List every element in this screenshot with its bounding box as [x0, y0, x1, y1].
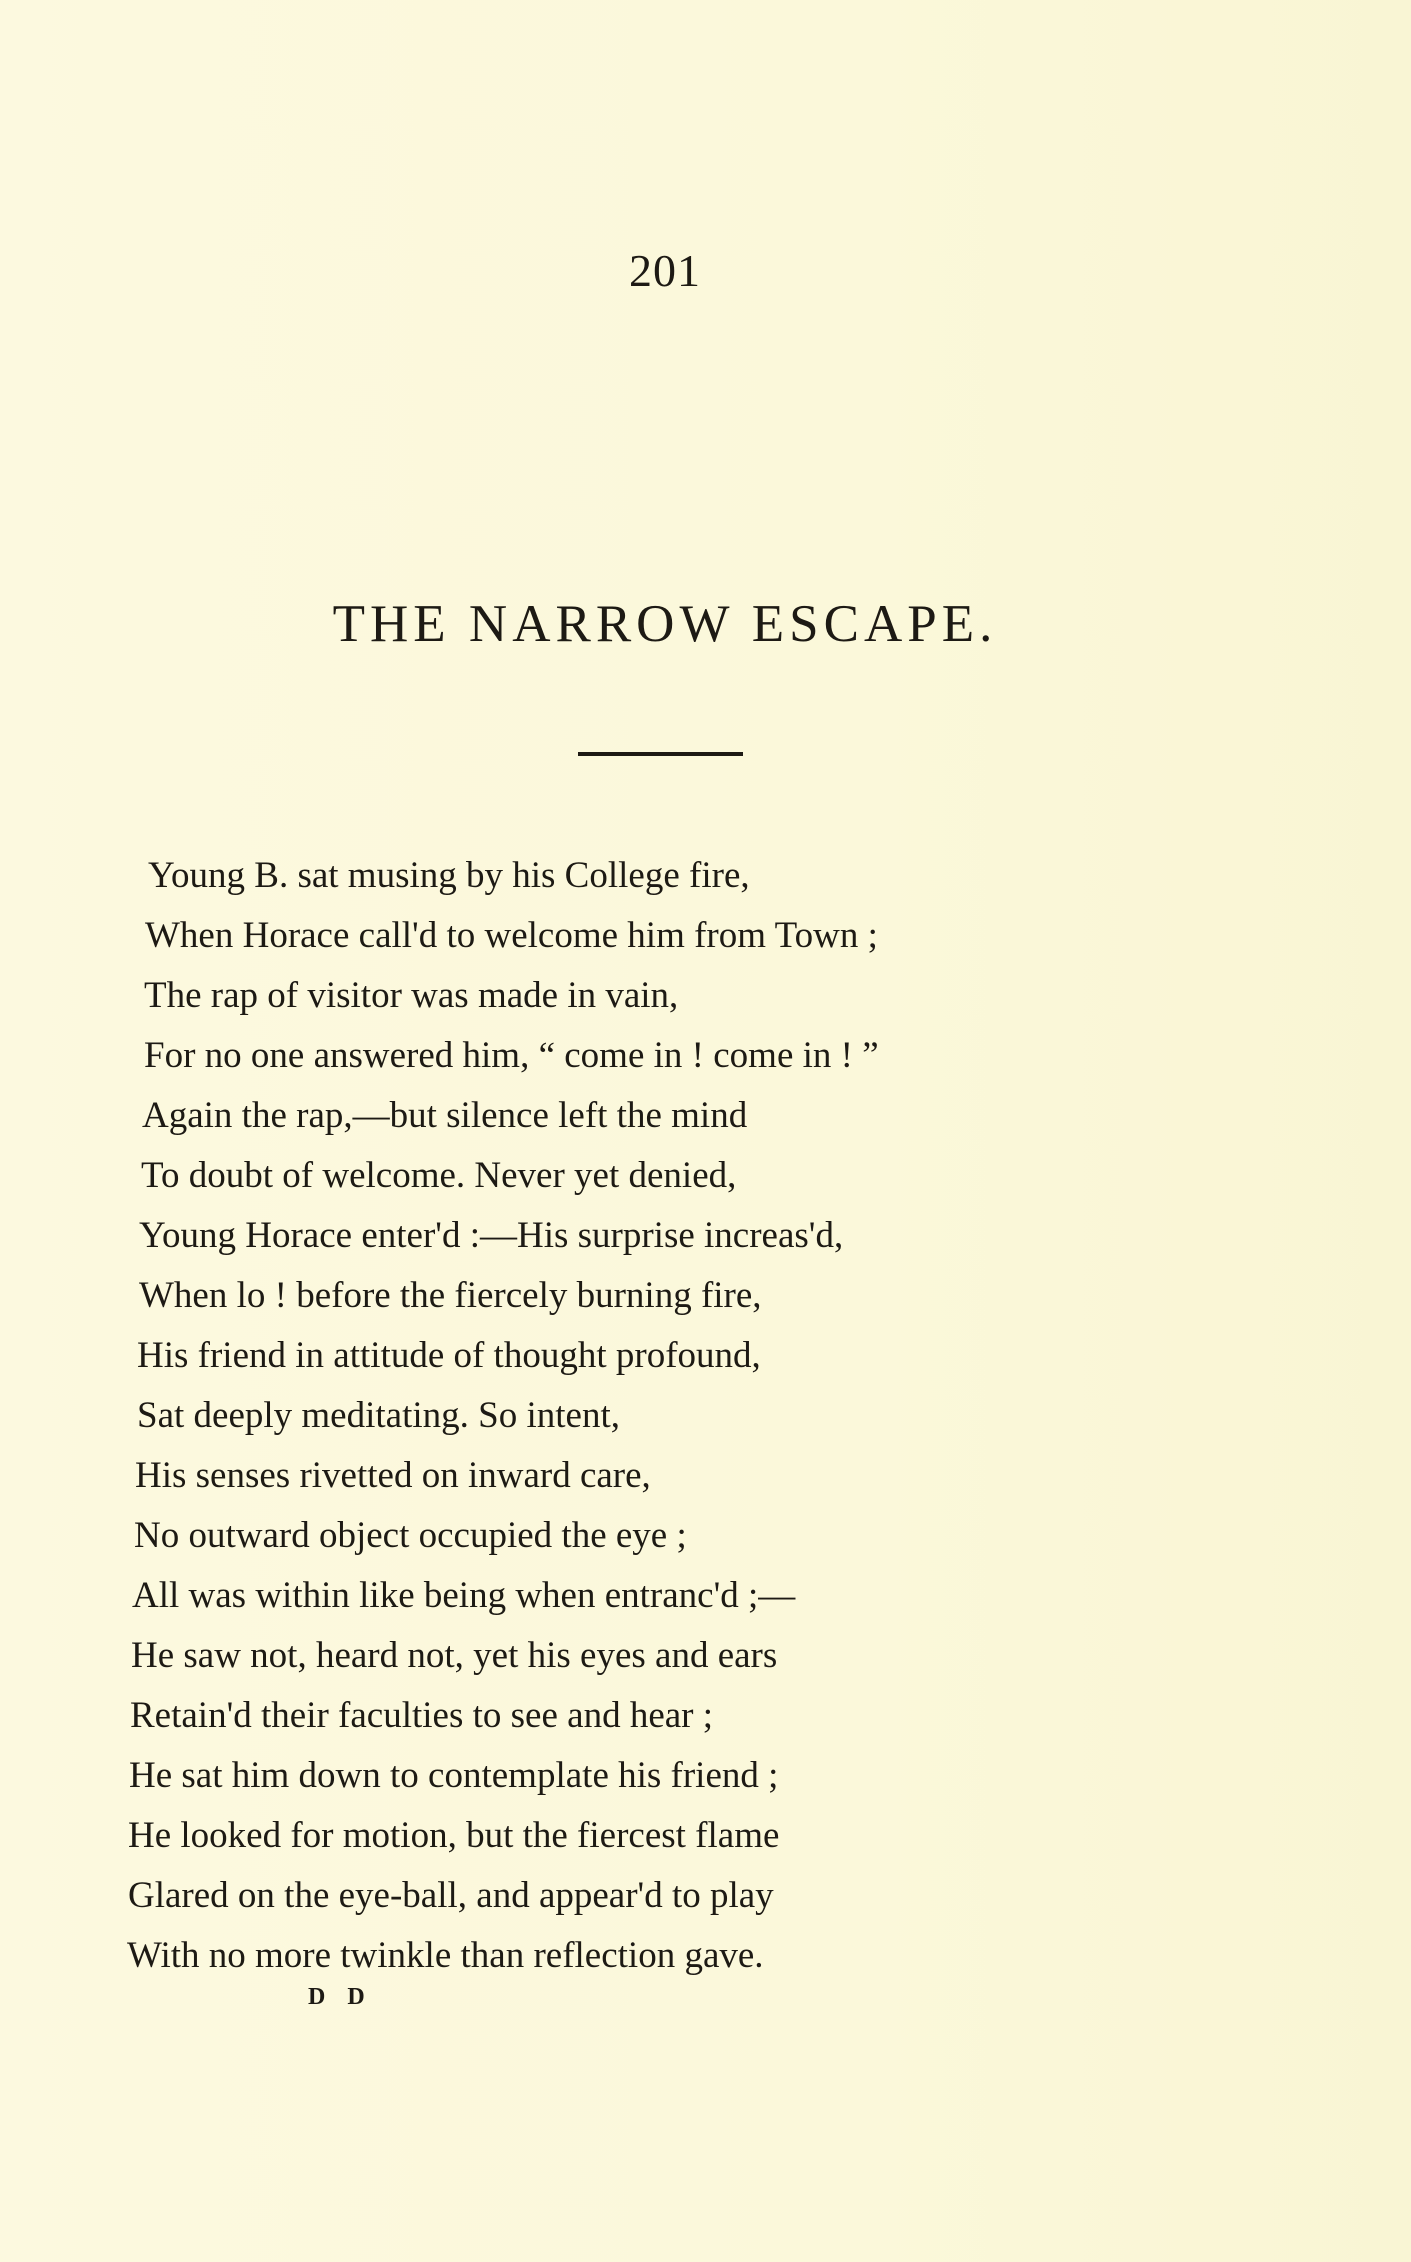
- poem-line: Young B. sat musing by his College fire,: [148, 855, 750, 896]
- poem-line: Again the rap,—but silence left the mind: [142, 1095, 748, 1136]
- poem-body: [120, 846, 1340, 1986]
- poem-line: His friend in attitude of thought profound,: [137, 1335, 761, 1376]
- poem-line: When lo ! before the fiercely burning fire,: [139, 1275, 762, 1316]
- poem-line: Young Horace enter'd :—His surprise increas'd,: [139, 1215, 844, 1256]
- poem-line: For no one answered him, “ come in ! come in ! ”: [144, 1035, 879, 1076]
- poem-line: To doubt of welcome. Never yet denied,: [141, 1155, 737, 1196]
- signature-mark: D D: [308, 1984, 373, 2010]
- title-rule: [578, 752, 743, 756]
- poem-line: He looked for motion, but the fiercest flame: [128, 1815, 780, 1856]
- poem-line: No outward object occupied the eye ;: [134, 1515, 687, 1556]
- poem-line: With no more twinkle than reflection gave.: [127, 1935, 764, 1976]
- poem-line: The rap of visitor was made in vain,: [144, 975, 679, 1016]
- poem-line: Retain'd their faculties to see and hear ;: [130, 1695, 714, 1736]
- poem-line: When Horace call'd to welcome him from Town ;: [145, 915, 878, 956]
- poem-line: All was within like being when entranc'd ;—: [132, 1575, 796, 1616]
- poem-line: Sat deeply meditating. So intent,: [137, 1395, 620, 1436]
- poem-line: His senses rivetted on inward care,: [135, 1455, 651, 1496]
- page-number: 201: [629, 245, 701, 296]
- poem-line: Glared on the eye-ball, and appear'd to play: [128, 1875, 774, 1916]
- poem-title: THE NARROW ESCAPE.: [332, 595, 998, 653]
- poem-line: He sat him down to contemplate his friend ;: [129, 1755, 779, 1796]
- poem-line: He saw not, heard not, yet his eyes and ears: [131, 1635, 778, 1676]
